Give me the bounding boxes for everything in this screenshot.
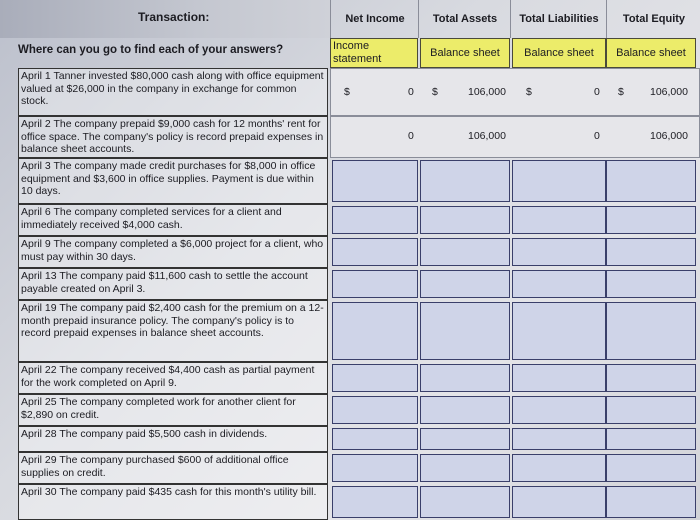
net-income-cell[interactable] bbox=[332, 270, 418, 298]
total-liabilities-cell[interactable] bbox=[512, 364, 606, 392]
total-assets-cell[interactable] bbox=[420, 160, 510, 202]
total-liabilities-cell[interactable] bbox=[512, 238, 606, 266]
transaction-row: April 22 The company received $4,400 cash as partial payment for the work completed on April 9. bbox=[18, 362, 328, 394]
total-equity-cell[interactable] bbox=[606, 206, 696, 234]
total-equity-cell[interactable] bbox=[606, 396, 696, 424]
net-income-dollar: $ bbox=[344, 86, 350, 98]
net-income-cell[interactable] bbox=[332, 428, 418, 450]
net-income-source: Income statement bbox=[330, 38, 418, 68]
total-assets-cell[interactable] bbox=[420, 238, 510, 266]
net-income-header: Net Income bbox=[330, 0, 419, 38]
total-assets-header: Total Assets bbox=[418, 0, 511, 38]
total-equity-cell[interactable] bbox=[606, 160, 696, 202]
total-equity-dollar: $ bbox=[618, 86, 624, 98]
total-equity-cell[interactable] bbox=[606, 302, 696, 360]
transaction-row: April 3 The company made credit purchases for $8,000 in office equipment and $3,600 in office supplies. Payment is due within 10 days. bbox=[18, 158, 328, 204]
net-income-cell[interactable] bbox=[332, 454, 418, 482]
total-liabilities-cell[interactable] bbox=[512, 396, 606, 424]
transaction-row: April 25 The company completed work for another client for $2,890 on credit. bbox=[18, 394, 328, 426]
value-row-2 bbox=[330, 116, 700, 158]
net-income-cell[interactable] bbox=[332, 238, 418, 266]
net-income-cell[interactable] bbox=[332, 364, 418, 392]
total-equity-header: Total Equity bbox=[606, 0, 700, 38]
transaction-row: April 2 The company prepaid $9,000 cash for 12 months' rent for office space. The company's policy is record prepaid expenses in balance sheet accounts. bbox=[18, 116, 328, 158]
net-income-value[interactable]: 0 bbox=[408, 86, 414, 98]
total-assets-value[interactable]: 106,000 bbox=[468, 86, 506, 98]
total-liabilities-value[interactable]: 0 bbox=[594, 130, 600, 142]
total-assets-dollar: $ bbox=[432, 86, 438, 98]
total-equity-cell[interactable] bbox=[606, 428, 696, 450]
total-equity-cell[interactable] bbox=[606, 238, 696, 266]
total-assets-cell[interactable] bbox=[420, 364, 510, 392]
total-assets-source: Balance sheet bbox=[420, 38, 510, 68]
total-liabilities-cell[interactable] bbox=[512, 302, 606, 360]
net-income-value[interactable]: 0 bbox=[408, 130, 414, 142]
net-income-cell[interactable] bbox=[332, 396, 418, 424]
total-liabilities-cell[interactable] bbox=[512, 454, 606, 482]
total-liabilities-source: Balance sheet bbox=[512, 38, 606, 68]
net-income-cell[interactable] bbox=[332, 206, 418, 234]
transaction-row: April 29 The company purchased $600 of additional office supplies on credit. bbox=[18, 452, 328, 484]
transaction-row: April 19 The company paid $2,400 cash for the premium on a 12-month prepaid insurance policy. The company's policy is to record prepaid expenses in balance sheet accounts. bbox=[18, 300, 328, 362]
total-liabilities-cell[interactable] bbox=[512, 270, 606, 298]
total-liabilities-dollar: $ bbox=[526, 86, 532, 98]
total-liabilities-cell[interactable] bbox=[512, 428, 606, 450]
transaction-row: April 1 Tanner invested $80,000 cash along with office equipment valued at $26,000 in the company in exchange for common stock. bbox=[18, 68, 328, 116]
total-liabilities-cell[interactable] bbox=[512, 206, 606, 234]
total-liabilities-cell[interactable] bbox=[512, 486, 606, 518]
total-equity-source: Balance sheet bbox=[606, 38, 696, 68]
net-income-cell[interactable] bbox=[332, 160, 418, 202]
total-equity-cell[interactable] bbox=[606, 486, 696, 518]
total-liabilities-value[interactable]: 0 bbox=[594, 86, 600, 98]
transaction-row: April 13 The company paid $11,600 cash to settle the account payable created on April 3. bbox=[18, 268, 328, 300]
total-assets-cell[interactable] bbox=[420, 396, 510, 424]
total-assets-cell[interactable] bbox=[420, 486, 510, 518]
transaction-row: April 30 The company paid $435 cash for this month's utility bill. bbox=[18, 484, 328, 520]
transaction-header: Transaction: bbox=[138, 10, 210, 24]
value-row-1 bbox=[330, 68, 700, 116]
net-income-cell[interactable] bbox=[332, 486, 418, 518]
transaction-row: April 28 The company paid $5,500 cash in dividends. bbox=[18, 426, 328, 452]
total-assets-cell[interactable] bbox=[420, 454, 510, 482]
net-income-cell[interactable] bbox=[332, 302, 418, 360]
total-equity-cell[interactable] bbox=[606, 364, 696, 392]
total-assets-value[interactable]: 106,000 bbox=[468, 130, 506, 142]
total-assets-cell[interactable] bbox=[420, 302, 510, 360]
total-assets-cell[interactable] bbox=[420, 270, 510, 298]
total-equity-cell[interactable] bbox=[606, 270, 696, 298]
total-liabilities-header: Total Liabilities bbox=[510, 0, 607, 38]
transaction-row: April 6 The company completed services for a client and immediately received $4,000 cash. bbox=[18, 204, 328, 236]
total-equity-cell[interactable] bbox=[606, 454, 696, 482]
total-equity-value[interactable]: 106,000 bbox=[650, 130, 688, 142]
total-liabilities-cell[interactable] bbox=[512, 160, 606, 202]
total-equity-value[interactable]: 106,000 bbox=[650, 86, 688, 98]
total-assets-cell[interactable] bbox=[420, 428, 510, 450]
source-prompt: Where can you go to find each of your answers? bbox=[18, 44, 284, 56]
total-assets-cell[interactable] bbox=[420, 206, 510, 234]
transaction-row: April 9 The company completed a $6,000 project for a client, who must pay within 30 days. bbox=[18, 236, 328, 268]
